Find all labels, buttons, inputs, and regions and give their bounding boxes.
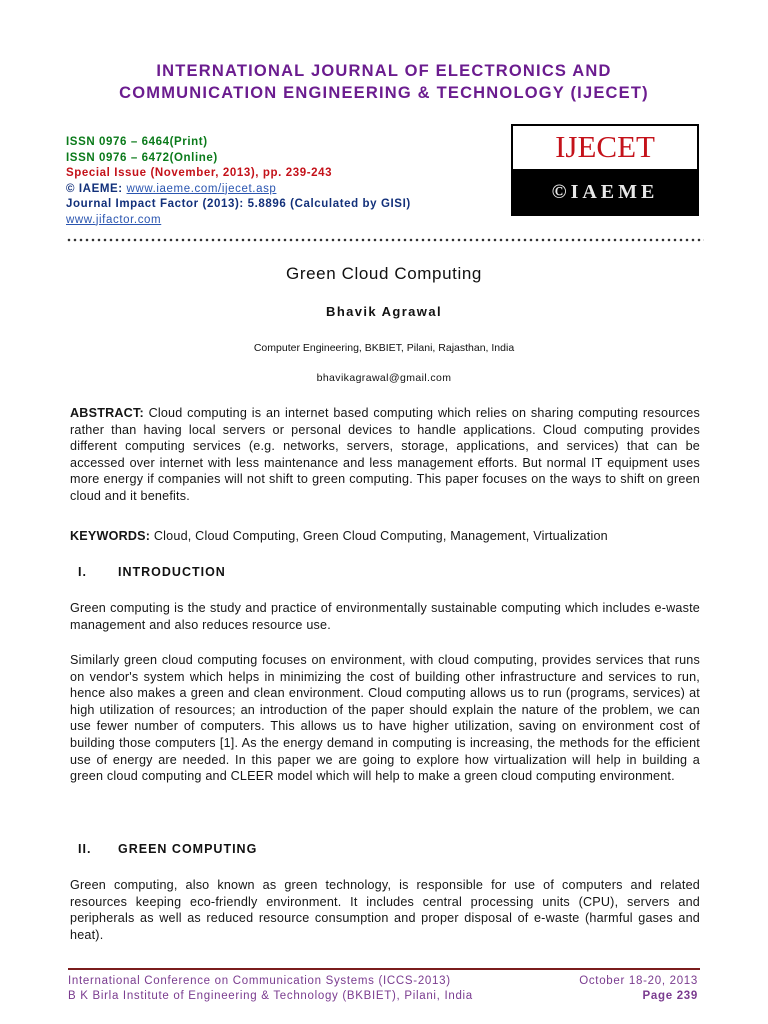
abstract-label: ABSTRACT: bbox=[70, 406, 144, 420]
iaeme-link[interactable]: www.iaeme.com/ijecet.asp bbox=[126, 182, 277, 195]
section-number: I. bbox=[78, 565, 87, 579]
issn-online: ISSN 0976 – 6472(Online) bbox=[66, 151, 218, 164]
issn-print: ISSN 0976 – 6464(Print) bbox=[66, 136, 208, 148]
footer-rule bbox=[68, 968, 700, 970]
logo-publisher: ©IAEME bbox=[513, 169, 697, 214]
section-title: INTRODUCTION bbox=[118, 565, 226, 579]
paragraph: Similarly green cloud computing focuses on environment, with cloud computing, provides services that runs on vendor's system which helps in minimizing the cost of building other infrastructure and services to run, hence also makes a green and clean environment. Cloud computing allows us to run (programs, services) at high utilization of resources; an introduction of the paper should explain the nature of the problem, we can use fewer number of computers. This allows us to have higher utilization, saving on environment cost of building those computers [1]. As the energy demand in computing is increasing, the methods for the efficient use of energy are needed. In this paper we are going to explore how virtualization will help in building a green cloud computing and CLEER model which will help to make a green cloud computing environment. bbox=[70, 653, 700, 784]
footer-date: October 18-20, 2013 bbox=[579, 975, 698, 987]
section-heading-green-computing bbox=[78, 842, 257, 856]
section-title: GREEN COMPUTING bbox=[118, 842, 258, 856]
special-issue: Special Issue (November, 2013), pp. 239-243 bbox=[66, 167, 333, 179]
footer-left bbox=[68, 974, 473, 1004]
jifactor-link[interactable]: www.jifactor.com bbox=[66, 213, 162, 226]
impact-factor: Journal Impact Factor (2013): 5.8896 (Calculated by GISI) bbox=[66, 198, 411, 210]
journal-info bbox=[66, 135, 411, 228]
author-affiliation: Computer Engineering, BKBIET, Pilani, Rajasthan, India bbox=[253, 342, 515, 354]
logo-name: IJECET bbox=[513, 126, 697, 169]
footer-conference: International Conference on Communication Systems (ICCS-2013) bbox=[68, 975, 451, 987]
section-number: II. bbox=[78, 842, 92, 856]
paragraph: Green computing, also known as green technology, is responsible for use of computers and related resources keeping eco-friendly environment. It includes central processing units (CPU), servers and peripherals as well as reduced resource consumption and proper disposal of e-waste (harmful gases and heat). bbox=[70, 878, 700, 942]
author-name: Bhavik Agrawal bbox=[326, 304, 442, 319]
footer-institute: B K Birla Institute of Engineering & Technology (BKBIET), Pilani, India bbox=[68, 990, 473, 1002]
author-email: bhavikagrawal@gmail.com bbox=[316, 372, 452, 384]
keywords-text: Cloud, Cloud Computing, Green Cloud Computing, Management, Virtualization bbox=[153, 529, 608, 543]
page-number: Page 239 bbox=[642, 990, 698, 1002]
iaeme-line bbox=[66, 182, 411, 198]
abstract-text: Cloud computing is an internet based computing which relies on sharing computing resources rather than having local servers or personal devices to handle applications. Cloud computing provides different computing services (e.g. networks, servers, storage, applications, and services) that can be accessed over internet with less maintenance and less management efforts. But normal IT equipment uses more energy if companies will not shift to green computing. This paper focuses on the ways to shift on green cloud and it benefits. bbox=[70, 406, 701, 503]
journal-logo bbox=[511, 124, 699, 216]
keywords bbox=[70, 528, 700, 545]
abstract bbox=[70, 405, 700, 505]
paper-title: Green Cloud Computing bbox=[286, 264, 482, 283]
footer-right bbox=[579, 974, 698, 1004]
keywords-label: KEYWORDS: bbox=[70, 529, 151, 543]
iaeme-label: © IAEME: bbox=[66, 182, 127, 195]
journal-title bbox=[0, 60, 768, 104]
journal-title-line1: INTERNATIONAL JOURNAL OF ELECTRONICS AND bbox=[156, 62, 612, 80]
section-heading-introduction bbox=[78, 565, 226, 579]
dotted-divider bbox=[66, 238, 704, 242]
journal-title-line2: COMMUNICATION ENGINEERING & TECHNOLOGY (IJECET) bbox=[119, 84, 649, 102]
paragraph: Green computing is the study and practice of environmentally sustainable computing which includes e-waste management and also reduces resource use. bbox=[70, 601, 700, 632]
